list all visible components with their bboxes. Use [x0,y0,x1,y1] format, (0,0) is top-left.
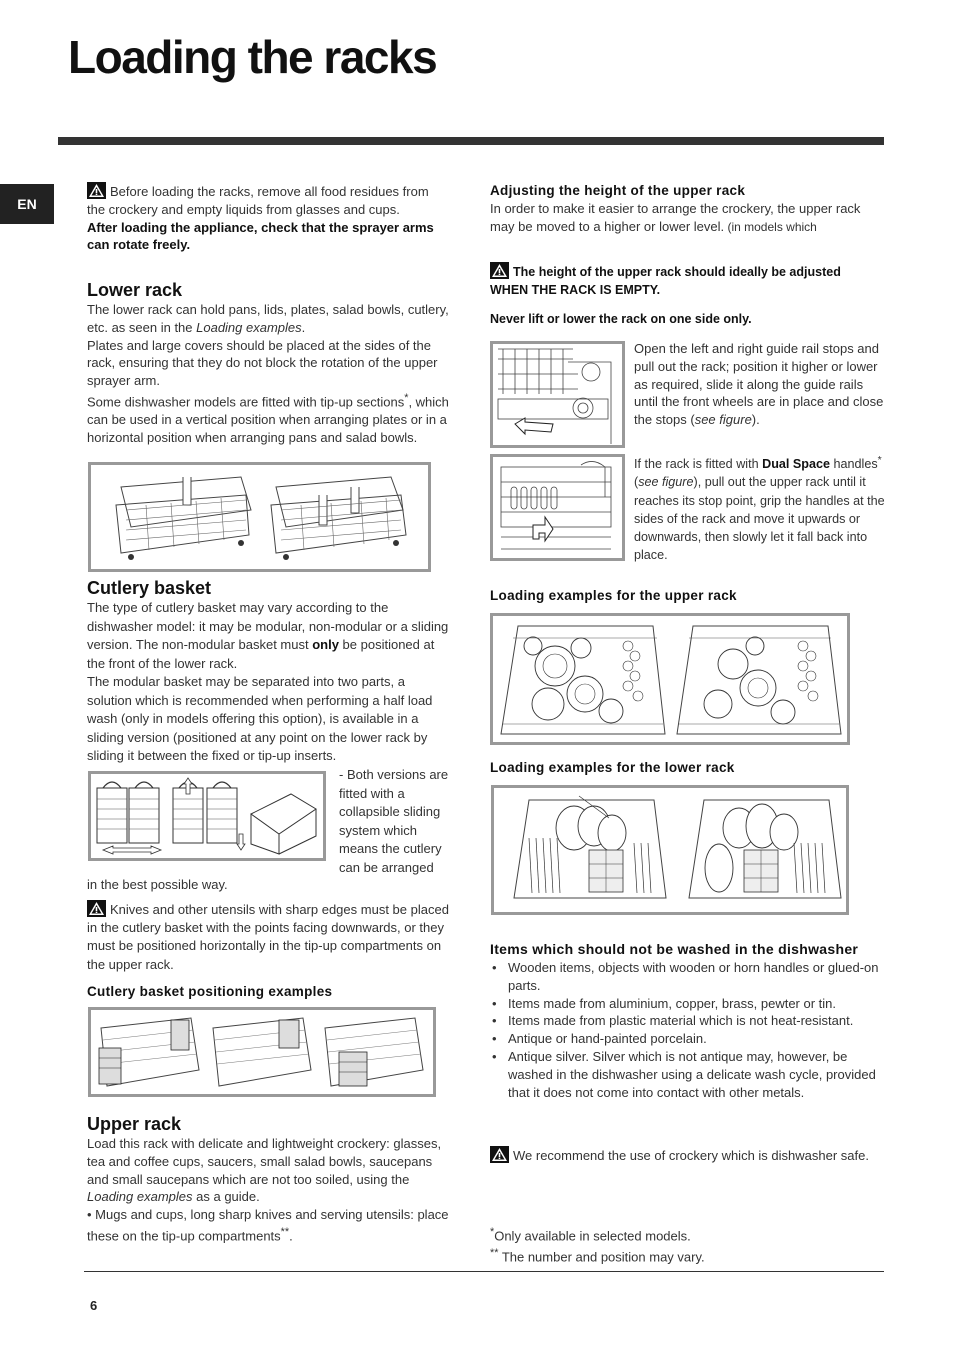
cutlery-after [87,876,449,894]
lower-rack-p3-end: , which can be used in a vertical position when arranging plates or in a horizontal position when arranging pans and salad bowls. [87,394,449,445]
double-asterisk: ** [280,1225,290,1238]
dual-space-text: If the rack is fitted with [634,457,763,472]
list-item: • Antique or hand-painted porcelain. [490,1030,882,1048]
positioning-section [87,983,449,1001]
cutlery-only: only [312,637,339,652]
upper-rack-text: Load this rack with delicate and lightweight crockery: glasses, tea and coffee cups, saucers, small salad bowls, saucepans and small saucepans which are not too soiled, using the [87,1136,442,1187]
adjust-section [490,182,882,236]
guide-rail-text: Open the left and right guide rail stops and pull out the rack; position it higher or lower as required, slide it along the guide rails until the front wheels are in place and close the stops ( [634,341,884,428]
footnote-mark: ** [490,1247,499,1260]
recommend-block [490,1146,882,1165]
cutlery-text: The type of cutlery basket may vary according to the dishwasher model: it may be modular, non-modular or a sliding version. The non-modular basket must [87,600,449,652]
page-number: 6 [90,1298,98,1313]
guide-rail-figure [490,341,625,448]
not-washed-section [490,940,882,1101]
positioning-figure [88,1007,436,1097]
cutlery-side-note [339,766,454,877]
page-title: Loading the racks [68,31,437,83]
lower-loading-figure [491,785,849,915]
asterisk: * [404,391,409,404]
lower-loading-illustration [494,788,846,912]
adjust-heading: Adjusting the height of the upper rack [490,183,746,198]
guide-rail-text-block [634,340,886,429]
positioning-illustration [91,1010,433,1094]
upper-rack-heading: Upper rack [87,1114,182,1134]
height-warning [490,262,882,328]
upper-examples-section [490,587,882,605]
dual-space-figure [490,454,625,561]
see-figure-em: see figure [694,412,752,428]
upper-rack-p2: • Mugs and cups, long sharp knives and serving utensils: place these on the tip-up compartments [87,1207,449,1244]
asterisk: * [877,454,882,466]
cutlery-p2: The modular basket may be separated into two parts, a solution which is recommended when performing a half load wash (only in models offering this option), is available in a sliding version (positioned at any point on the lower rack by sliding it between the fixed or tip-up inserts. [87,674,433,763]
footnote-1: Only available in selected models. [494,1228,691,1244]
dual-space-text-block [634,451,888,564]
lower-rack-section [87,279,449,447]
knives-warning [87,900,449,974]
guide-rail-text-end: ). [751,412,760,428]
footnotes [490,1224,882,1266]
upper-examples-heading: Loading examples for the upper rack [490,588,737,603]
lower-rack-p3: Some dishwasher models are fitted with tip-up sections [87,394,405,410]
intro-block [87,182,449,254]
dual-space-paren: ( [634,475,639,490]
cutlery-basket-figure [88,771,326,861]
guide-rail-illustration [493,344,622,445]
warning-triangle-icon [490,1146,509,1163]
warning-triangle-icon [87,900,106,917]
lower-rack-em: Loading examples [196,319,302,335]
list-item: • Antique silver. Silver which is not antique may, however, be washed in the dishwasher using a delicate wash cycle, provided that it does not come into contact with other metals. [490,1048,882,1101]
height-warning-text: The height of the upper rack should ideally be adjusted WHEN THE RACK IS EMPTY. [490,265,841,297]
lower-rack-text-end: . [301,319,306,335]
recommend-text: We recommend the use of crockery which is dishwasher safe. [513,1148,869,1163]
dual-space-bold: Dual Space [762,457,830,472]
dual-space-handles: handles [830,457,878,472]
upper-rack-section [87,1113,453,1245]
warning-triangle-icon [87,182,106,199]
upper-rack-text-end: as a guide. [192,1189,260,1205]
footnote-mark: * [490,1226,495,1238]
lower-rack-illustration [91,465,428,569]
list-item: • Items made from plastic material which is not heat-resistant. [490,1012,882,1030]
lower-examples-section [490,759,882,777]
cutlery-after-text: in the best possible way. [87,877,228,892]
never-lift-text: Never lift or lower the rack on one side only. [490,311,752,326]
upper-rack-p2-end: . [289,1228,293,1244]
footer-rule [84,1271,884,1272]
dual-space-text-end: ), pull out the upper rack until it reaches its stop point, grip the handles at the sides of the rack and move it upwards or downwards, then slowly let it fall back into place. [634,475,885,563]
dual-space-illustration [493,457,622,558]
warning-triangle-icon [490,262,509,279]
cutlery-basket-illustration [91,774,323,858]
cutlery-basket-section [87,577,449,766]
lower-rack-text: The lower rack can hold pans, lids, plates, salad bowls, cutlery, etc. as seen in the [87,302,449,335]
see-figure-em: see figure [638,475,694,490]
adjust-small: (in models which [724,219,817,234]
upper-loading-figure [490,613,850,745]
list-item: • Items made from aluminium, copper, brass, pewter or tin. [490,995,882,1013]
intro-text: Before loading the racks, remove all food residues from the crockery and empty liquids from glasses and cups. [87,184,429,217]
positioning-heading: Cutlery basket positioning examples [87,984,333,999]
lower-rack-p2: Plates and large covers should be placed at the sides of the rack, ensuring that they do not block the rotation of the upper sprayer arm. [87,337,438,389]
upper-loading-illustration [493,616,847,742]
cutlery-text-end: be positioned at the front of the lower rack. [87,637,435,671]
lower-examples-heading: Loading examples for the lower rack [490,760,735,775]
list-item: • Wooden items, objects with wooden or horn handles or glued-on parts. [490,959,882,995]
lower-rack-figure [88,462,431,572]
header-rule [58,137,884,145]
not-washed-heading: Items which should not be washed in the dishwasher [490,941,859,957]
intro-bold: After loading the appliance, check that the sprayer arms can rotate freely. [87,219,434,253]
upper-rack-em: Loading examples [87,1189,193,1205]
cutlery-side-note-text: - Both versions are fitted with a collapsible sliding system which means the cutlery can be arranged [339,767,449,875]
language-tab: EN [0,184,54,224]
footnote-2: The number and position may vary. [498,1249,705,1265]
adjust-text: In order to make it easier to arrange the crockery, the upper rack may be moved to a higher or lower level. [490,200,861,234]
lower-rack-heading: Lower rack [87,280,183,300]
knives-warning-text: Knives and other utensils with sharp edges must be placed in the cutlery basket with the points facing downwards, or they must be positioned horizontally in the tip-up compartments on the upper rack. [87,902,449,972]
cutlery-basket-heading: Cutlery basket [87,578,212,598]
not-washed-list [490,959,882,1101]
